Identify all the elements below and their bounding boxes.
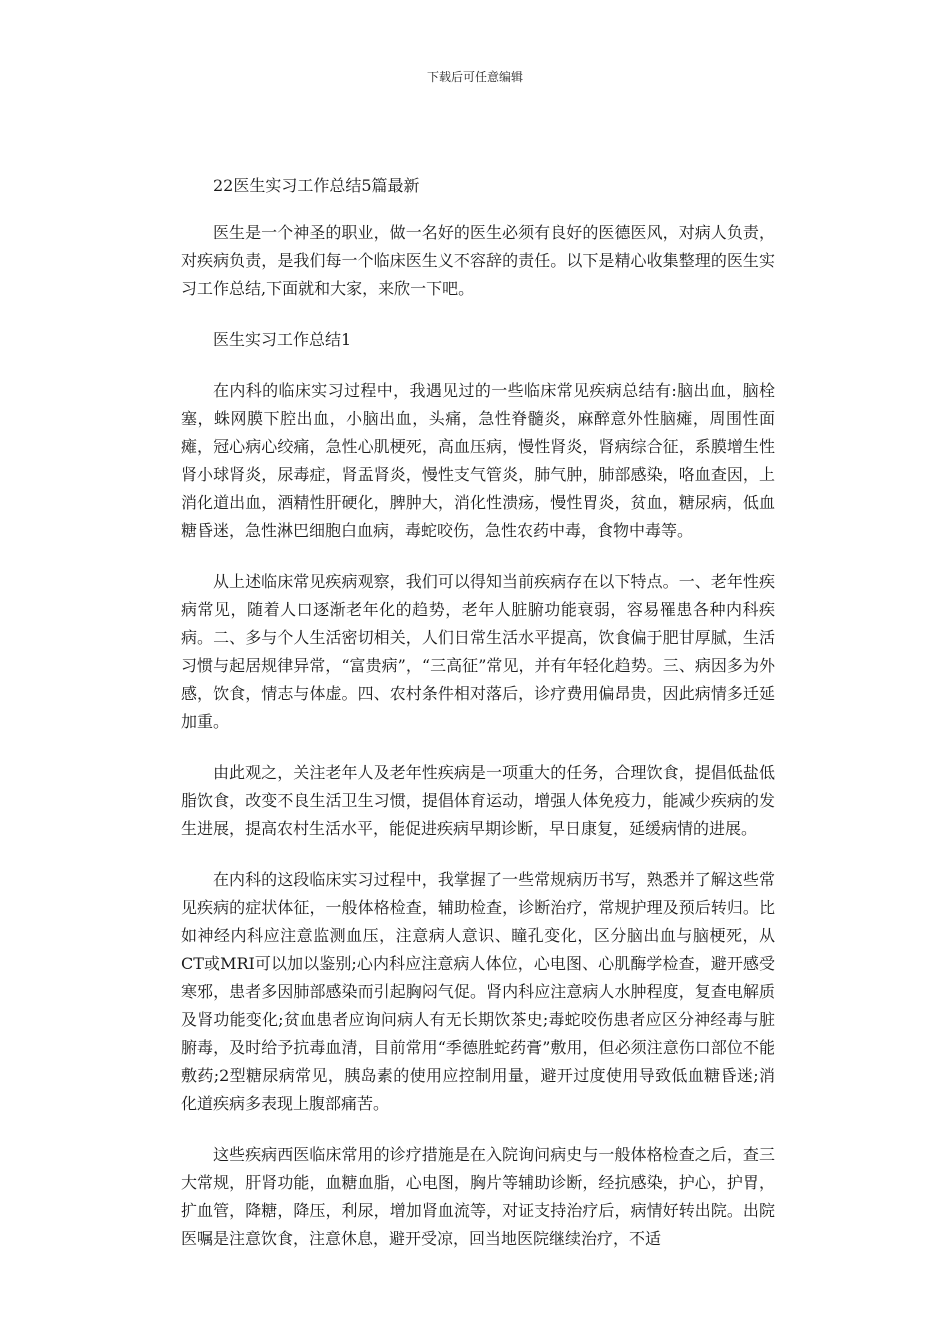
section-heading: 医生实习工作总结1 — [213, 330, 352, 349]
body-paragraph: 在内科的这段临床实习过程中，我掌握了一些常规病历书写，熟悉并了解这些常见疾病的症状体征，一般体格检查，辅助检查，诊断治疗，常规护理及预后转归。比如神经内科应注意监测血压，注意病人意识、瞳孔变化，区分脑出血与脑梗死，从CT或MRI可以加以鉴别;心内科应注意病人体位，心电图、心肌酶学检查，避开感受寒邪，患者多因肺部感染而引起胸闷气促。肾内科应注意病人水肿程度，复查电解质及肾功能变化;贫血患者应询问病人有无长期饮茶史;毒蛇咬伤患者应区分神经毒与脏腑毒，及时给予抗毒血清，目前常用“季德胜蛇药膏”敷用，但必须注意伤口部位不能敷药;2型糖尿病常见，胰岛素的使用应控制用量，避开过度使用导致低血糖昏迷;消化道疾病多表现上腹部痛苦。 — [181, 870, 775, 1113]
body-paragraph: 从上述临床常见疾病观察，我们可以得知当前疾病存在以下特点。一、老年性疾病常见，随着人口逐渐老年化的趋势，老年人脏腑功能衰弱，容易罹患各种内科疾病。二、多与个人生活密切相关，人们日常生活水平提高，饮食偏于肥甘厚腻，生活习惯与起居规律异常，“富贵病”，“三高征”常见，并有年轻化趋势。三、病因多为外感，饮食，情志与体虚。四、农村条件相对落后，诊疗费用偏昂贵，因此病情多迁延加重。 — [181, 572, 775, 731]
body-paragraph: 由此观之，关注老年人及老年性疾病是一项重大的任务，合理饮食，提倡低盐低脂饮食，改变不良生活卫生习惯，提倡体育运动，增强人体免疫力，能减少疾病的发生进展，提高农村生活水平，能促进疾病早期诊断，早日康复，延缓病情的进展。 — [181, 763, 775, 838]
document-title: 22医生实习工作总结5篇最新 — [213, 176, 420, 195]
body-paragraph: 这些疾病西医临床常用的诊疗措施是在入院询问病史与一般体格检查之后，查三大常规，肝肾功能，血糖血脂，心电图，胸片等辅助诊断，经抗感染，护心，护胃，扩血管，降糖，降压，利尿，增加肾血流等，对证支持治疗后，病情好转出院。出院医嘱是注意饮食，注意休息，避开受凉，回当地医院继续治疗，不适 — [181, 1145, 775, 1248]
page-header-note: 下载后可任意编辑 — [426, 70, 523, 84]
body-paragraph: 在内科的临床实习过程中，我遇见过的一些临床常见疾病总结有:脑出血，脑栓塞，蛛网膜下腔出血，小脑出血，头痛，急性脊髓炎，麻醉意外性脑瘫，周围性面瘫，冠心病心绞痛，急性心肌梗死，高血压病，慢性肾炎，肾病综合征，系膜增生性肾小球肾炎，尿毒症，肾盂肾炎，慢性支气管炎，肺气肿，肺部感染，咯血查因，上消化道出血，酒精性肝硬化，脾肿大，消化性溃疡，慢性胃炎，贫血，糖尿病，低血糖昏迷，急性淋巴细胞白血病，毒蛇咬伤，急性农药中毒，食物中毒等。 — [181, 381, 775, 540]
intro-paragraph: 医生是一个神圣的职业，做一名好的医生必须有良好的医德医风，对病人负责，对疾病负责，是我们每一个临床医生义不容辞的责任。以下是精心收集整理的医生实习工作总结,下面就和大家，来欣一下吧。 — [181, 223, 775, 298]
document-body — [181, 172, 775, 1253]
